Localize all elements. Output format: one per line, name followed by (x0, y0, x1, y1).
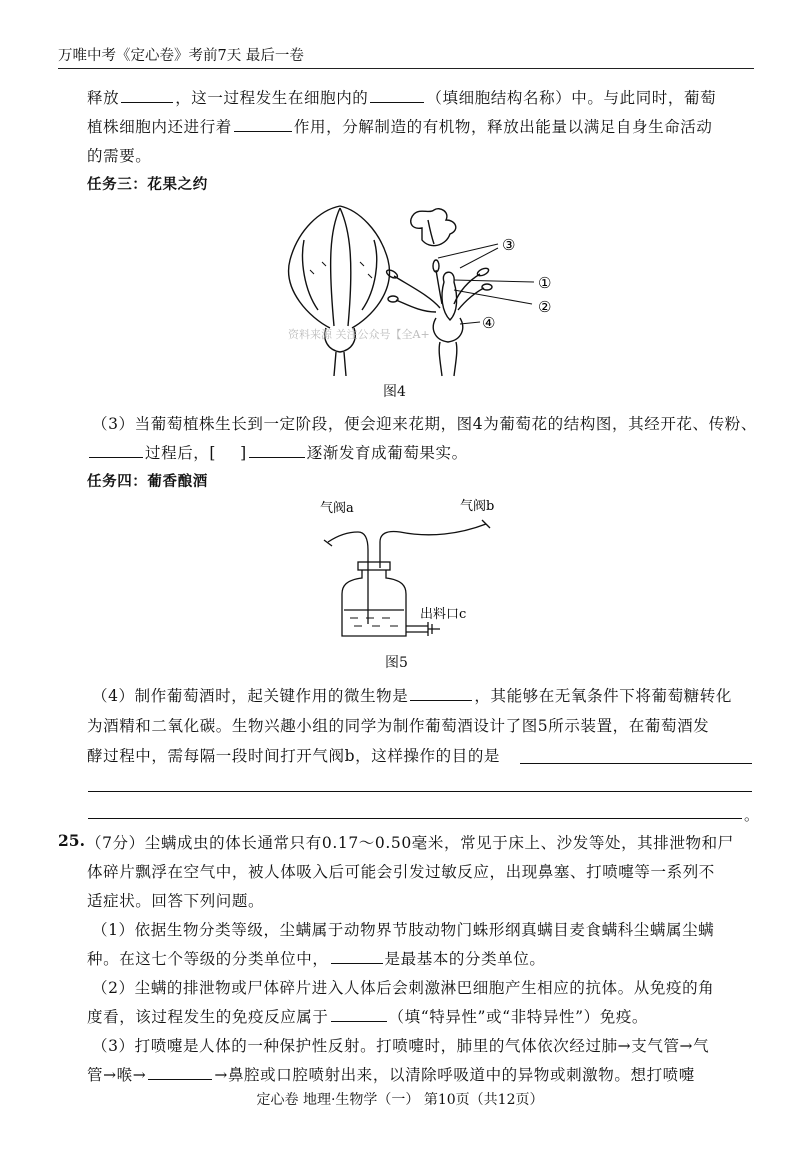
text: （填“特异性”或“非特异性”）免疫。 (388, 1008, 649, 1026)
text: 是最基本的分类单位。 (384, 950, 546, 968)
text: 作用，分解制造的有机物，释放出能量以满足自身生命活动 (293, 118, 713, 136)
answer-line[interactable] (520, 763, 752, 764)
answer-blank[interactable] (331, 1007, 387, 1022)
text: ，其能够在无氧条件下将葡萄糖转化 (474, 687, 732, 705)
task4-heading: 任务四：葡香酿酒 (87, 474, 208, 490)
answer-blank[interactable] (234, 117, 292, 132)
header-rule (58, 68, 754, 69)
answer-blank[interactable] (121, 88, 173, 103)
outlet-c (406, 622, 440, 636)
q25-p3-line1: （3）打喷嚏是人体的一种保护性反射。打喷嚏时，肺里的气体依次经过肺→支气管→气 (92, 1037, 710, 1055)
figure-5-fermentation-apparatus (310, 494, 540, 644)
text: ] (240, 444, 247, 462)
q4-line1 (92, 684, 732, 706)
q4-line2: 为酒精和二氧化碳。生物兴趣小组的同学为制作葡萄酒设计了图5所示装置，在葡萄酒发 (87, 717, 710, 735)
label-4: ④ (482, 314, 496, 332)
text: 植株细胞内还进行着 (87, 118, 232, 136)
q25-p1-line1: （1）依据生物分类等级，尘螨属于动物界节肢动物门蛛形纲真螨目麦食螨科尘螨属尘螨 (92, 921, 715, 939)
q25-intro1: （7分）尘螨成虫的体长通常只有0.17～0.50毫米，常见于床上、沙发等处，其排泄物和尸 (86, 834, 734, 852)
text: 种。在这七个等级的分类单位中， (87, 950, 329, 968)
text: 释放 (87, 89, 120, 107)
answer-blank[interactable] (89, 443, 143, 458)
answer-blank[interactable] (410, 686, 472, 701)
q4-line3: 酵过程中，需每隔一段时间打开气阀b，这样操作的目的是 (87, 747, 501, 765)
task2-line2 (87, 115, 713, 137)
answer-blank[interactable] (148, 1065, 212, 1080)
q3-line1: （3）当葡萄植株生长到一定阶段，便会迎来花期，图4为葡萄花的结构图，其经开花、传粉、 (92, 415, 757, 433)
text: 度看，该过程发生的免疫反应属于 (87, 1008, 329, 1026)
figure-4-grape-flower (270, 200, 560, 378)
outlet-label: 出料口c (420, 607, 467, 622)
receptacle (433, 318, 462, 342)
q25-intro2: 体碎片飘浮在空气中，被人体吸入后可能会引发过敏反应，出现鼻塞、打喷嚏等一系列不 (87, 863, 715, 881)
answer-line[interactable] (88, 791, 752, 792)
figure-4-caption: 图4 (383, 384, 406, 400)
text: 管→喉→ (87, 1066, 147, 1084)
valve-b-label: 气阀b (460, 499, 495, 514)
q25-intro3: 适症状。回答下列问题。 (87, 892, 265, 910)
question-number: 25. (58, 831, 85, 850)
figure-5-caption: 图5 (385, 655, 408, 671)
answer-blank[interactable] (249, 443, 305, 458)
bud-petal-mid (331, 208, 340, 326)
label-3: ③ (502, 236, 516, 254)
text: →鼻腔或口腔喷射出来，以清除呼吸道中的异物或刺激物。想打喷嚏 (214, 1066, 695, 1084)
stamen-left (394, 276, 440, 308)
answer-line[interactable] (88, 818, 742, 819)
task3-heading: 任务三：花果之约 (87, 177, 208, 193)
running-header: 万唯中考《定心卷》考前7天 最后一卷 (58, 48, 304, 64)
bottle-cap (358, 562, 390, 570)
page-footer: 定心卷 地理·生物学（一） 第10页（共12页） (256, 1092, 544, 1108)
q25-p2-line1: （2）尘螨的排泄物或尸体碎片进入人体后会刺激淋巴细胞产生相应的抗体。从免疫的角 (92, 979, 715, 997)
q3-line2 (87, 441, 468, 463)
task2-line1 (87, 86, 716, 108)
pistil (442, 272, 457, 320)
q25-p2-line2 (87, 1005, 648, 1027)
label-2: ② (538, 298, 552, 316)
answer-blank[interactable] (370, 88, 424, 103)
task2-line3: 的需要。 (87, 147, 152, 165)
bud-petal-right (340, 206, 389, 328)
bud-stalk (334, 352, 346, 376)
valve-b (482, 520, 490, 528)
q25-p3-line2 (87, 1063, 695, 1085)
text: （填细胞结构名称）中。与此同时，葡萄 (426, 89, 717, 107)
q25-p1-line2 (87, 947, 546, 969)
label-1: ① (538, 274, 552, 292)
text: （4）制作葡萄酒时，起关键作用的微生物是 (92, 687, 409, 705)
tube-b (380, 524, 486, 568)
watermark: 资料来源 关注公众号【全A+ (288, 328, 430, 341)
answer-blank[interactable] (331, 949, 383, 964)
text: 过程后，[ (145, 444, 217, 462)
text: ，这一过程发生在细胞内的 (175, 89, 369, 107)
flower-stalk (439, 342, 457, 376)
valve-a-label: 气阀a (320, 501, 354, 516)
end-mark: 。 (744, 806, 760, 824)
text: 逐渐发育成葡萄果实。 (306, 444, 468, 462)
